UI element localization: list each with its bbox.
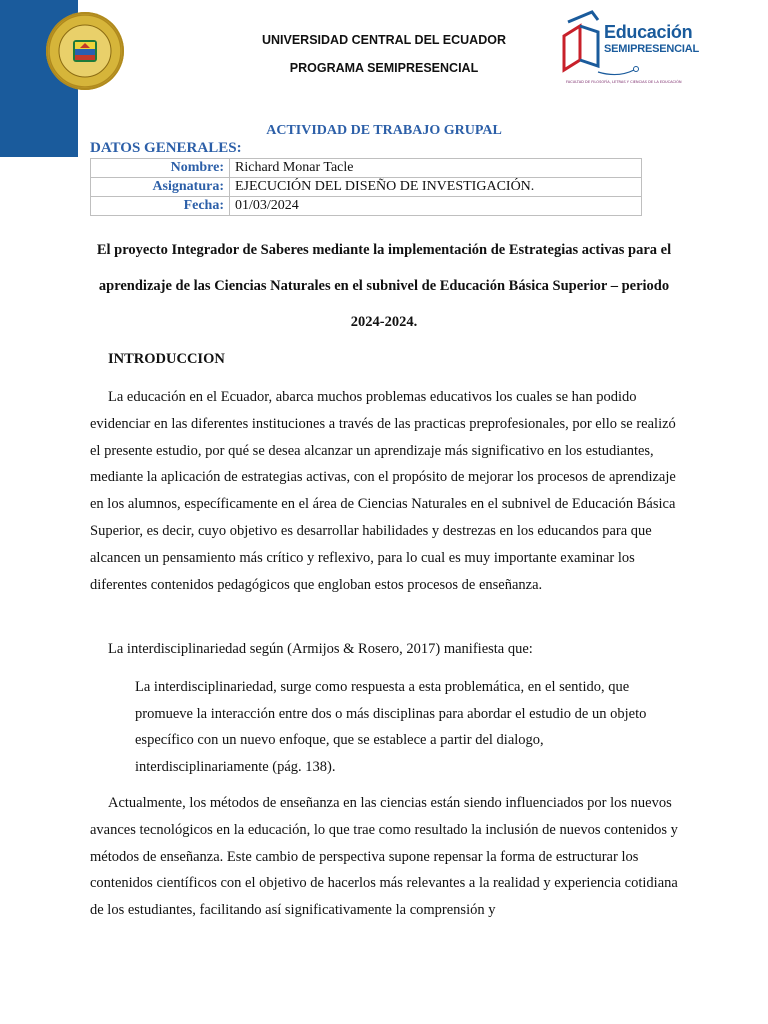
subject-label: Asignatura:: [91, 178, 230, 197]
logo-faculty-text: FACULTAD DE FILOSOFÍA, LETRAS Y CIENCIAS DE LA EDUCACIÓN: [566, 80, 682, 84]
seal-emblem-icon: [46, 12, 124, 90]
university-seal-logo: [46, 12, 124, 90]
program-name: PROGRAMA SEMIPRESENCIAL: [289, 61, 479, 75]
university-name: UNIVERSIDAD CENTRAL DEL ECUADOR: [261, 33, 506, 47]
table-row: [91, 159, 642, 178]
logo-title: Educación: [604, 22, 693, 42]
general-data-heading: DATOS GENERALES:: [90, 140, 242, 156]
introduction-paragraph: La educación en el Ecuador, abarca muchos problemas educativos los cuales se han podido evidenciar en las diferentes instituciones a través de las practicas preprofesionales, por ello se realizó el presente estudio, por qué se desea alcanzar un aprendizaje más significativo en los estudiantes, mediante la aplicación de estrategias activas, con el propósito de mejorar los procesos de aprendizaje en los alumnos, específicamente en el área de Ciencias Naturales en el subnivel de Educación Básica Superior, es decir, cuyo objetivo es desarrollar habilidades y destrezas en los educandos para que alcancen un pensamiento más crítico y reflexivo, para lo cual es muy importante examinar los diferentes contenidos pedagógicos que engloban estos procesos de enseñanza.: [90, 389, 676, 593]
date-value: 01/03/2024: [230, 197, 642, 216]
name-label: Nombre:: [91, 159, 230, 178]
subject-value: EJECUCIÓN DEL DISEÑO DE INVESTIGACIÓN.: [230, 178, 642, 197]
table-row: [91, 178, 642, 197]
date-label: Fecha:: [91, 197, 230, 216]
table-row: [91, 197, 642, 216]
name-value: Richard Monar Tacle: [230, 159, 642, 178]
activity-title: ACTIVIDAD DE TRABAJO GRUPAL: [266, 123, 502, 138]
document-title: El proyecto Integrador de Saberes mediante la implementación de Estrategias activas para el aprendizaje de las Ciencias Naturales en el subnivel de Educación Básica Superior – periodo 2024-2024.: [96, 242, 672, 330]
methods-paragraph: Actualmente, los métodos de enseñanza en las ciencias están siendo influenciados por los nuevos avances tecnológicos en la educación, lo que trae como resultado la inclusión de nuevos contenidos y métodos de enseñanza. Este cambio de perspectiva supone repensar la forma de estructurar los contenidos científicos con el objetivo de hacerlos más relevantes a la realidad y experiencia cotidiana de los estudiantes, facilitando así significativamente la comprensión y: [90, 795, 678, 919]
block-quote: La interdisciplinariedad, surge como respuesta a esta problemática, en el sentido, que promueve la interacción entre dos o más disciplinas para abordar el estudio de un objeto específico con un nuevo enfoque, que se establece a partir del dialogo, interdisciplinariamente (pág. 138).: [135, 679, 647, 775]
section-heading: INTRODUCCION: [108, 351, 225, 367]
general-data-table: [90, 158, 642, 216]
logo-subtitle: SEMIPRESENCIAL: [604, 43, 699, 55]
citation-intro-paragraph: La interdisciplinariedad según (Armijos & Rosero, 2017) manifiesta que:: [108, 641, 533, 657]
educacion-semipresencial-logo: [558, 8, 699, 90]
